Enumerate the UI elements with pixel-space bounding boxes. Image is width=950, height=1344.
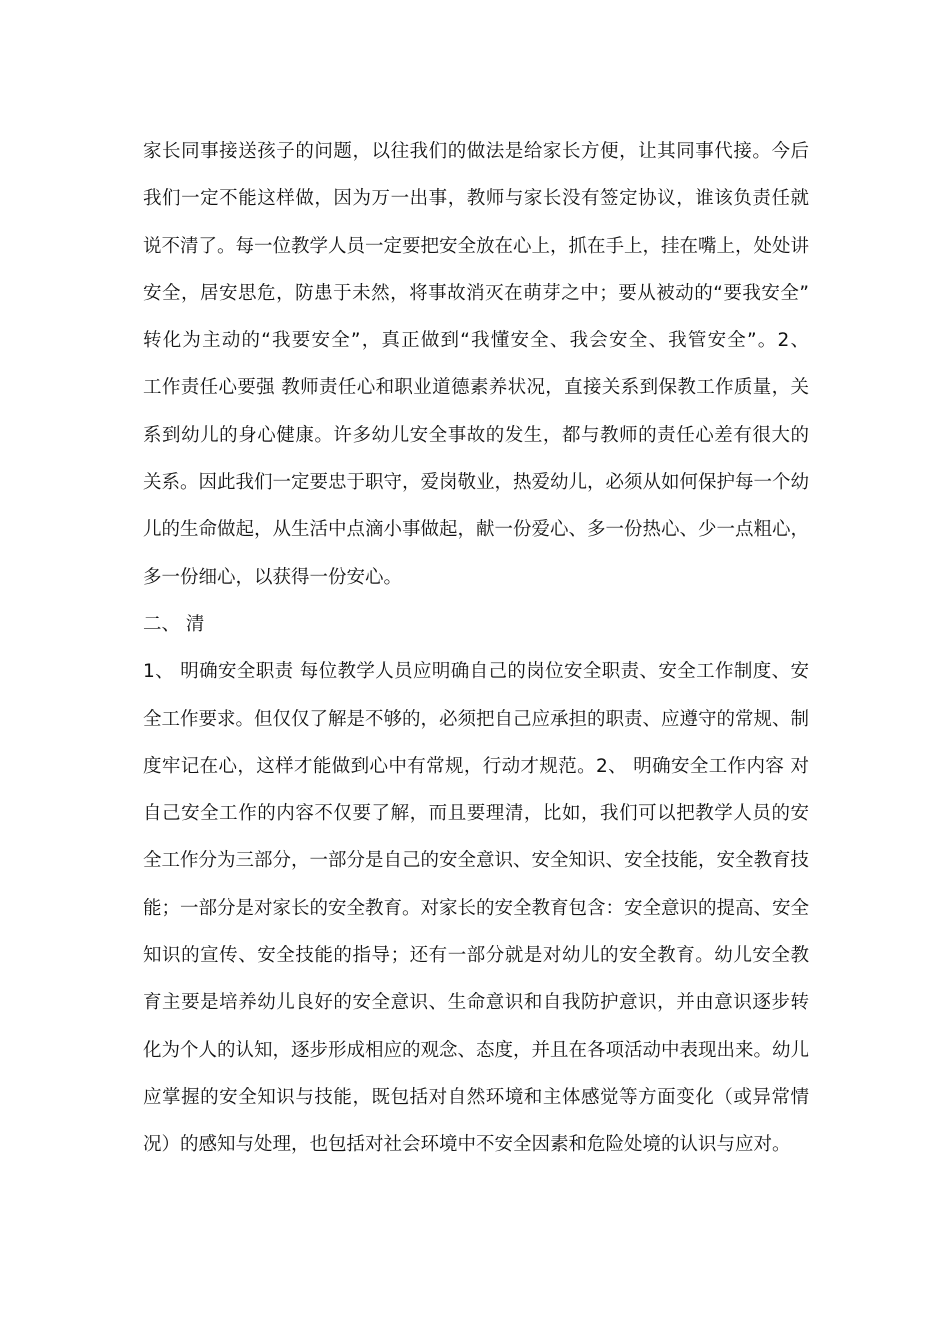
text-line: 说不清了。每一位教学人员一定要把安全放在心上，抓在手上，挂在嘴上，处处讲 <box>143 235 810 257</box>
text-line: 能；一部分是对家长的安全教育。对家长的安全教育包含：安全意识的提高、安全 <box>143 897 810 919</box>
text-line: 全工作分为三部分，一部分是自己的安全意识、安全知识、安全技能，安全教育技 <box>143 850 810 872</box>
text-line: 全工作要求。但仅仅了解是不够的，必须把自己应承担的职责、应遵守的常规、制 <box>143 708 810 730</box>
text-line: 度牢记在心，这样才能做到心中有常规，行动才规范。2、 明确安全工作内容 对 <box>143 755 809 777</box>
text-line: 况）的感知与处理，也包括对社会环境中不安全因素和危险处境的认识与应对。 <box>143 1134 791 1156</box>
text-line: 育主要是培养幼儿良好的安全意识、生命意识和自我防护意识，并由意识逐步转 <box>143 992 809 1014</box>
text-line: 转化为主动的“我要安全”，真正做到“我懂安全、我会安全、我管安全”。2、 <box>143 330 809 352</box>
document-page <box>143 128 809 1169</box>
text-line: 1、 明确安全职责 每位教学人员应明确自己的岗位安全职责、安全工作制度、安 <box>143 661 809 683</box>
text-line: 应掌握的安全知识与技能，既包括对自然环境和主体感觉等方面变化（或异常情 <box>143 1086 809 1108</box>
section-heading: 二、 清 <box>143 613 205 635</box>
text-line: 安全，居安思危，防患于未然，将事故消灭在萌芽之中；要从被动的“要我安全” <box>143 282 809 304</box>
paragraph-1 <box>143 128 809 601</box>
paragraph-2 <box>143 648 809 1168</box>
text-line: 儿的生命做起，从生活中点滴小事做起，献一份爱心、多一份热心、少一点粗心， <box>143 519 810 541</box>
text-line: 多一份细心，以获得一份安心。 <box>143 566 403 588</box>
text-line: 系到幼儿的身心健康。许多幼儿安全事故的发生，都与教师的责任心差有很大的 <box>143 424 809 446</box>
text-line: 关系。因此我们一定要忠于职守，爱岗敬业，热爱幼儿，必须从如何保护每一个幼 <box>143 472 810 494</box>
text-line: 化为个人的认知，逐步形成相应的观念、态度，并且在各项活动中表现出来。幼儿 <box>143 1039 810 1061</box>
text-line: 知识的宣传、安全技能的指导；还有一部分就是对幼儿的安全教育。幼儿安全教 <box>143 945 809 967</box>
text-line: 自己安全工作的内容不仅要了解，而且要理清，比如，我们可以把教学人员的安 <box>143 803 809 825</box>
text-line: 工作责任心要强 教师责任心和职业道德素养状况，直接关系到保教工作质量，关 <box>143 377 809 399</box>
text-line: 家长同事接送孩子的问题，以往我们的做法是给家长方便，让其同事代接。今后 <box>143 141 809 162</box>
text-line: 我们一定不能这样做，因为万一出事，教师与家长没有签定协议，谁该负责任就 <box>143 188 809 210</box>
